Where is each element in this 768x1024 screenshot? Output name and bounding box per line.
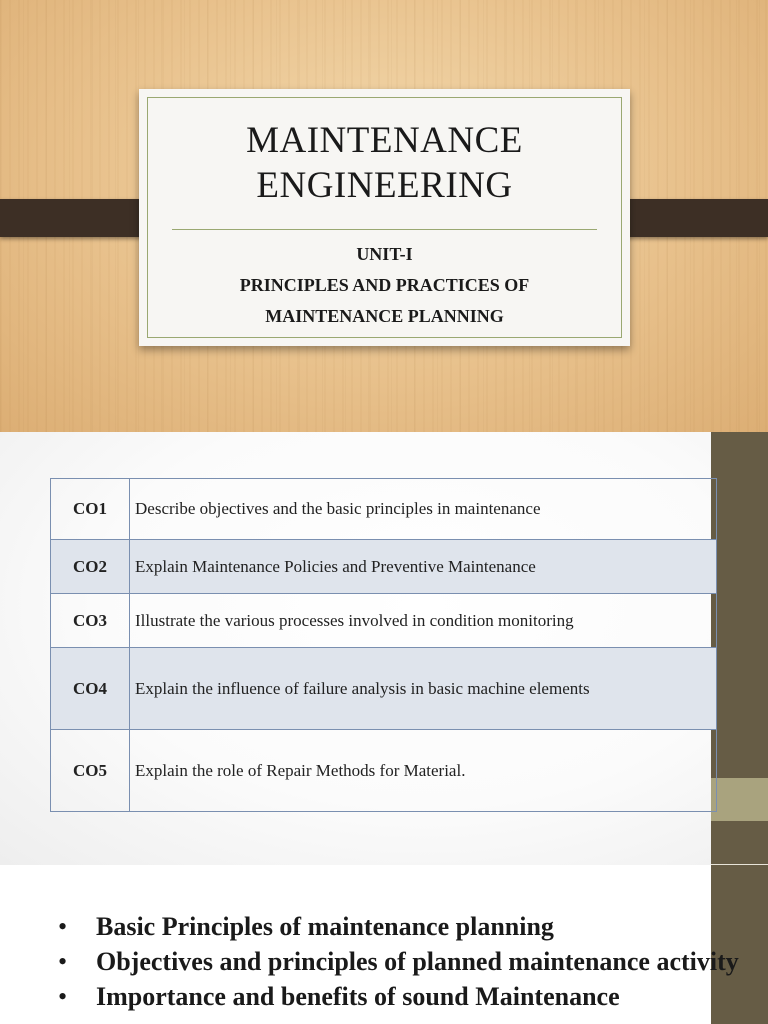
list-item [58,909,748,944]
co-code: CO4 [51,648,130,730]
course-outcomes-slide [0,432,768,865]
list-item [58,944,748,979]
table-row [51,648,717,730]
bullet-icon: • [58,947,68,976]
subtitle-line-3: MAINTENANCE PLANNING [265,306,504,326]
co-description: Explain the influence of failure analysis in basic machine elements [130,648,717,730]
table-row [51,594,717,648]
table-row [51,730,717,812]
table-row [51,479,717,540]
co-code: CO2 [51,540,130,594]
course-outcomes-table [50,478,717,812]
topics-list [58,909,748,1014]
co-description: Explain the role of Repair Methods for Material. [130,730,717,812]
bullet-icon: • [58,912,68,941]
side-accent-block [711,778,768,821]
list-item-text: Basic Principles of maintenance planning [96,912,554,941]
co-code: CO3 [51,594,130,648]
title-line-1: MAINTENANCE [246,120,523,161]
co-description: Describe objectives and the basic principles in maintenance [130,479,717,540]
title-divider [172,229,597,230]
bullet-icon: • [58,982,68,1011]
table-row [51,540,717,594]
co-description: Illustrate the various processes involved in condition monitoring [130,594,717,648]
title-line-2: ENGINEERING [256,165,513,206]
subtitle-line-2: PRINCIPLES AND PRACTICES OF [239,275,530,295]
list-item [58,979,748,1014]
list-item-text: Importance and benefits of sound Maintenance [96,982,620,1011]
right-decor-bar [612,199,768,237]
subtitle-line-1: UNIT-I [356,244,413,264]
slide-title [148,118,621,208]
co-description: Explain Maintenance Policies and Preventive Maintenance [130,540,717,594]
list-item-text: Objectives and principles of planned maintenance activity [96,947,739,976]
title-card [139,89,630,346]
slide-divider [711,864,768,865]
left-decor-bar [0,199,156,237]
slide-subtitle [148,239,621,332]
title-slide [0,0,768,432]
co-code: CO5 [51,730,130,812]
title-card-frame [147,97,622,338]
topics-slide [0,865,768,1024]
co-code: CO1 [51,479,130,540]
